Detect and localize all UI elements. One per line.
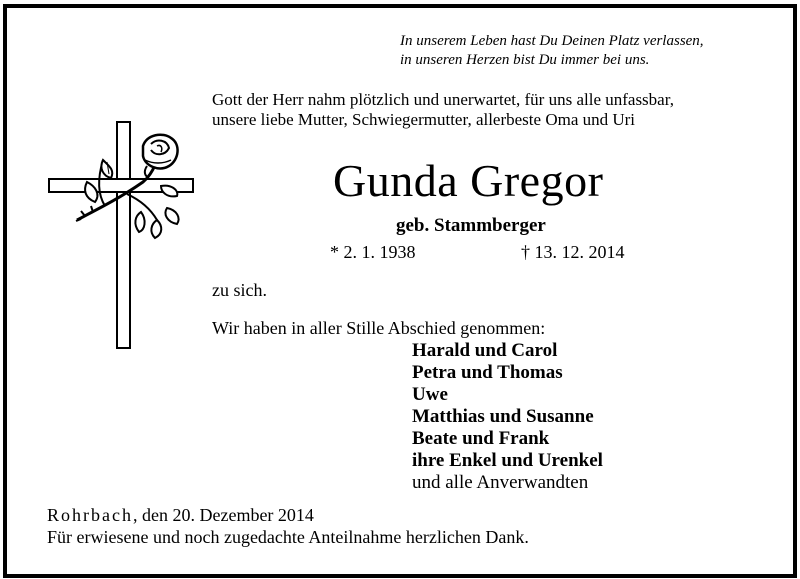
mourners-list — [412, 340, 603, 494]
intro-text — [212, 90, 674, 130]
thanks-line: Für erwiesene und noch zugedachte Anteilnahme herzlichen Dank. — [47, 527, 529, 547]
quote-line-1: In unserem Leben hast Du Deinen Platz verlassen, — [400, 33, 704, 49]
place-name: Rohrbach — [47, 505, 133, 525]
place-date-line — [47, 504, 529, 526]
mourner-item: Matthias und Susanne — [412, 406, 594, 427]
deceased-name: Gunda Gregor — [333, 155, 604, 206]
quote-line-2: in unseren Herzen bist Du immer bei uns. — [400, 52, 650, 68]
mourner-item: ihre Enkel und Urenkel — [412, 450, 603, 471]
closing-phrase: zu sich. — [212, 280, 267, 300]
farewell-line: Wir haben in aller Stille Abschied genommen: — [212, 318, 546, 338]
cross-with-rose-icon — [45, 120, 195, 352]
footer — [47, 504, 529, 548]
birth-date: * 2. 1. 1938 — [330, 242, 416, 262]
mourner-item: Petra und Thomas — [412, 362, 563, 383]
notice-date: , den 20. Dezember 2014 — [132, 505, 314, 525]
relatives-line: und alle Anverwandten — [412, 472, 589, 493]
intro-line-1: Gott der Herr nahm plötzlich und unerwartet, für uns alle unfassbar, — [212, 90, 674, 109]
intro-line-2: unsere liebe Mutter, Schwiegermutter, allerbeste Oma und Uri — [212, 110, 636, 129]
quote-block — [400, 32, 704, 70]
mourner-item: Uwe — [412, 384, 448, 405]
death-date: † 13. 12. 2014 — [521, 242, 625, 262]
mourner-item: Beate und Frank — [412, 428, 550, 449]
mourner-item: Harald und Carol — [412, 340, 558, 361]
obituary-notice — [3, 4, 797, 578]
maiden-name: geb. Stammberger — [396, 215, 546, 236]
